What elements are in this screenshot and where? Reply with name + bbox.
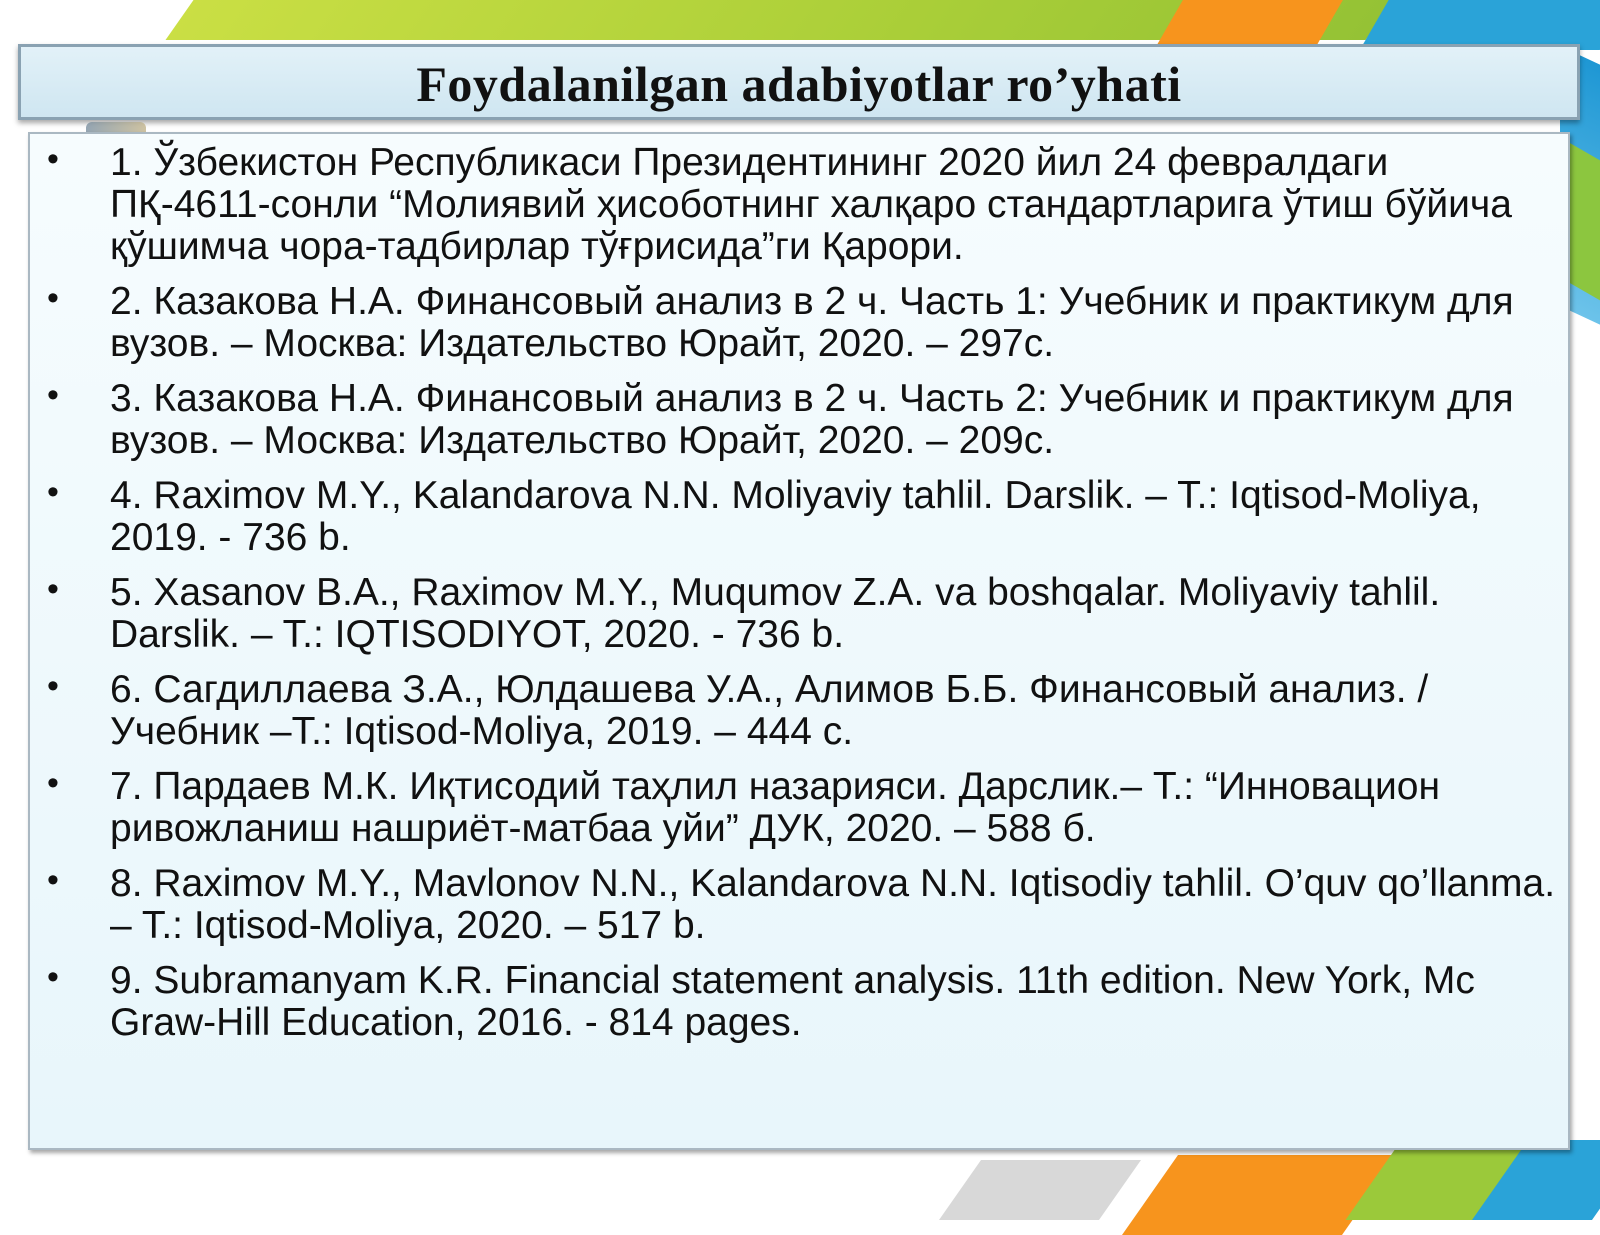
bullet-icon: • <box>47 279 59 317</box>
reference-text: 2. Казакова Н.А. Финансовый анализ в 2 ч. Часть 1: Учебник и практикум для вузов. – Москва: Издательство Юрайт, 2020. – 297с. <box>110 280 1514 365</box>
list-item <box>30 669 1568 753</box>
decorative-stripe-bottom-blue <box>1472 1140 1600 1220</box>
reference-text: 4. Raximov M.Y., Kalandarova N.N. Moliyaviy tahlil. Darslik. – T.: Iqtisod-Moliya, 2019. - 736 b. <box>110 474 1481 559</box>
reference-text: 8. Raximov M.Y., Mavlonov N.N., Kalandarova N.N. Iqtisodiy tahlil. O’quv qo’llanma. – T.: Iqtisod-Moliya, 2020. – 517 b. <box>110 862 1556 947</box>
list-item <box>30 475 1568 559</box>
reference-text: 6. Сагдиллаева З.А., Юлдашева У.А., Алимов Б.Б. Финансовый анализ. / Учебник –Т.: Iqtisod-Moliya, 2019. – 444 с. <box>110 668 1429 753</box>
bullet-icon: • <box>47 376 59 414</box>
reference-text: 5. Xasanov B.A., Raximov M.Y., Muqumov Z.A. va boshqalar. Moliyaviy tahlil. Darslik. – T.: IQTISODIYOT, 2020. - 736 b. <box>110 571 1441 656</box>
decorative-stripe-bottom-gray <box>939 1160 1141 1220</box>
list-item <box>30 142 1568 268</box>
decorative-stripe-green <box>165 0 1414 40</box>
bullet-icon: • <box>47 958 59 996</box>
bullet-icon: • <box>47 140 59 178</box>
decorative-stripe-blue <box>1360 0 1600 50</box>
slide-title: Foydalanilgan adabiyotlar ro’yhati <box>416 56 1182 112</box>
list-item <box>30 281 1568 365</box>
list-item <box>30 863 1568 947</box>
decorative-stripe-bottom-orange <box>1122 1155 1398 1235</box>
references-list <box>30 142 1568 1057</box>
references-panel <box>28 132 1570 1150</box>
reference-text: 3. Казакова Н.А. Финансовый анализ в 2 ч. Часть 2: Учебник и практикум для вузов. – Москва: Издательство Юрайт, 2020. – 209с. <box>110 377 1514 462</box>
decorative-stripe-bottom-green <box>1345 1150 1584 1220</box>
bullet-icon: • <box>47 570 59 608</box>
reference-text: 1. Ўзбекистон Республикаси Президентининг 2020 йил 24 февралдаги ПҚ-4611-сонли “Молиявий ҳисоботнинг халқаро стандартларига ўтиш бўйича қўшимча чора-тадбирлар тўғрисида”ги Қарори. <box>110 141 1512 268</box>
title-banner <box>18 44 1580 120</box>
decorative-stripe-orange <box>1154 0 1366 50</box>
list-item <box>30 378 1568 462</box>
bullet-icon: • <box>47 861 59 899</box>
bullet-icon: • <box>47 667 59 705</box>
list-item <box>30 960 1568 1044</box>
list-item <box>30 766 1568 850</box>
reference-text: 7. Пардаев М.К. Иқтисодий таҳлил назарияси. Дарслик.– Т.: “Инновацион ривожланиш нашриёт-матбаа уйи” ДУК, 2020. – 588 б. <box>110 765 1440 850</box>
reference-text: 9. Subramanyam K.R. Financial statement analysis. 11th edition. New York, Mc Graw-Hill Education, 2016. - 814 pages. <box>110 959 1475 1044</box>
bullet-icon: • <box>47 473 59 511</box>
bullet-icon: • <box>47 764 59 802</box>
list-item <box>30 572 1568 656</box>
